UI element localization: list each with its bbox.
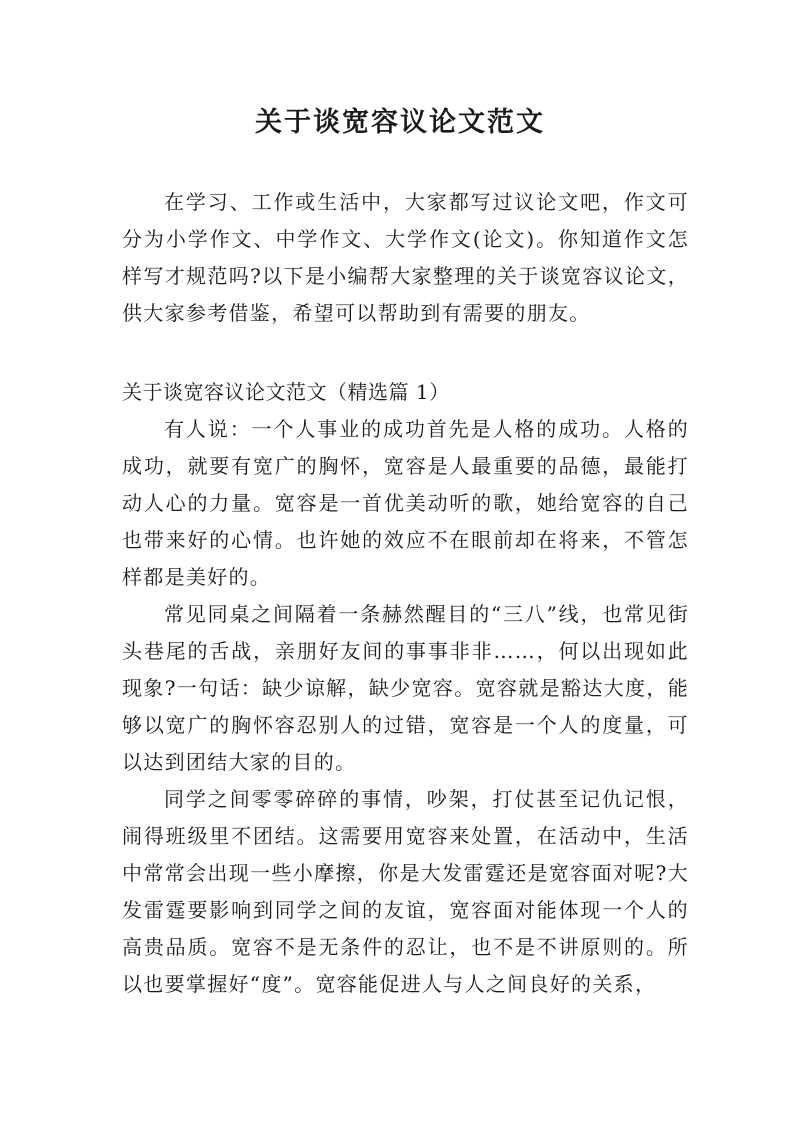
article-body (122, 411, 689, 1003)
article-paragraph-1: 有人说：一个人事业的成功首先是人格的成功。人格的成功，就要有宽广的胸怀，宽容是人最重要的品德，最能打动人心的力量。宽容是一首优美动听的歌，她给宽容的自己也带来好的心情。也许她的效应不在眼前却在将来，不管怎样都是美好的。 (122, 417, 689, 589)
article-paragraph-3: 同学之间零零碎碎的事情，吵架，打仗甚至记仇记恨，闹得班级里不团结。这需要用宽容来处置，在活动中，生活中常常会出现一些小摩擦，你是大发雷霆还是宽容面对呢?大发雷霆要影响到同学之间的友谊，宽容面对能体现一个人的高贵品质。宽容不是无条件的忍让，也不是不讲原则的。所以也要掌握好“度”。宽容能促进人与人之间良好的关系， (122, 787, 689, 996)
article-paragraph-2: 常见同桌之间隔着一条赫然醒目的“三八”线，也常见街头巷尾的舌战，亲朋好友间的事事非非……，何以出现如此现象?一句话：缺少谅解，缺少宽容。宽容就是豁达大度，能够以宽广的胸怀容忍别人的过错，宽容是一个人的度量，可以达到团结大家的目的。 (122, 602, 689, 774)
document-title: 关于谈宽容议论文范文 (255, 107, 545, 138)
intro-paragraph: 在学习、工作或生活中，大家都写过议论文吧，作文可分为小学作文、中学作文、大学作文(论文)。你知道作文怎样写才规范吗?以下是小编帮大家整理的关于谈宽容议论文，供大家参考借鉴，希望可以帮助到有需要的朋友。 (122, 190, 689, 325)
section-heading: 关于谈宽容议论文范文（精选篇 1） (122, 380, 450, 404)
